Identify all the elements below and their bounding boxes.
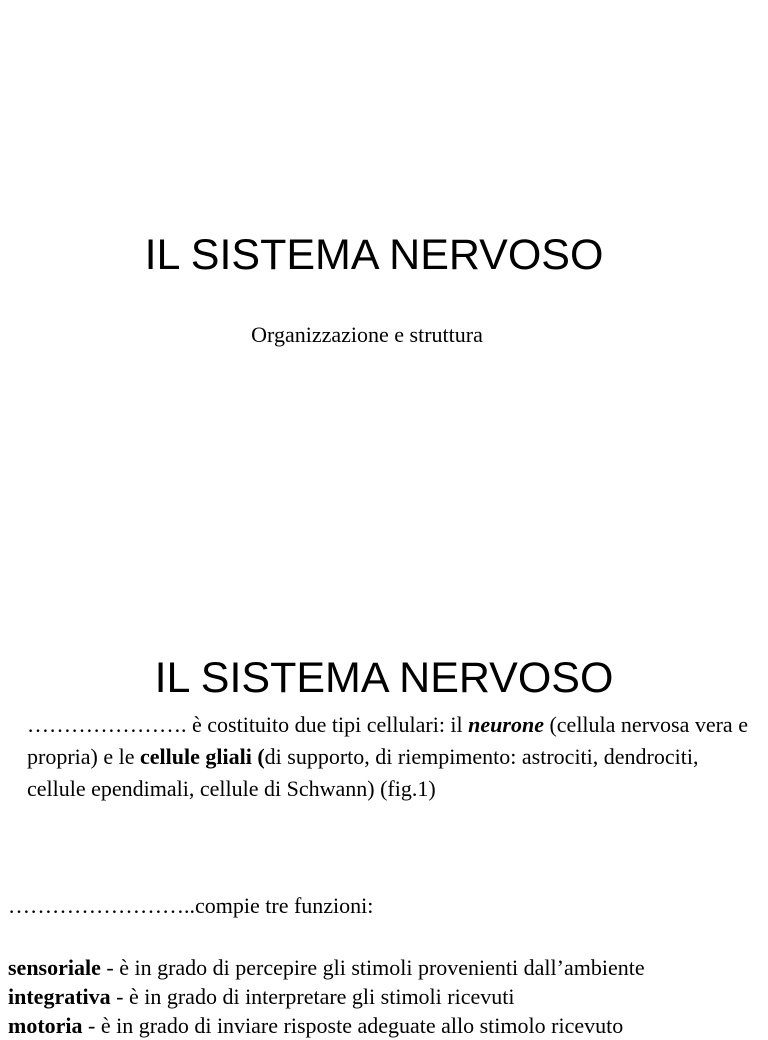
function-term: sensoriale xyxy=(8,955,101,980)
function-desc: - è in grado di interpretare gli stimoli ricevuti xyxy=(110,984,515,1009)
function-desc: - è in grado di inviare risposte adeguate allo stimolo ricevuto xyxy=(82,1013,624,1038)
para1-text-3: di supporto, di riempimento: astrociti, dendrociti, cellule ependimali, cellule di Schwann) (fig.1) xyxy=(27,744,699,801)
slide2-title: IL SISTEMA NERVOSO xyxy=(154,654,614,702)
function-desc: - è in grado di percepire gli stimoli provenienti dall’ambiente xyxy=(100,955,645,980)
slide1-subtitle: Organizzazione e struttura xyxy=(251,322,483,347)
slide1-title: IL SISTEMA NERVOSO xyxy=(144,231,604,279)
cell-types-paragraph xyxy=(27,709,762,805)
function-item-motoria xyxy=(8,1011,768,1040)
functions-intro: ……………………..compie tre funzioni: xyxy=(8,893,374,918)
function-term: motoria xyxy=(8,1013,83,1038)
glial-cells-term: cellule gliali ( xyxy=(140,744,265,769)
neurone-term: neurone xyxy=(468,712,544,737)
function-item-integrativa xyxy=(8,982,768,1011)
function-item-sensoriale xyxy=(8,953,768,982)
functions-list xyxy=(8,953,768,1040)
function-term: integrativa xyxy=(8,984,111,1009)
para1-text-2: (cellula nervosa vera e propria) e le xyxy=(27,712,748,769)
para1-text-1: …………………. è costituito due tipi cellulari: il xyxy=(27,712,469,737)
